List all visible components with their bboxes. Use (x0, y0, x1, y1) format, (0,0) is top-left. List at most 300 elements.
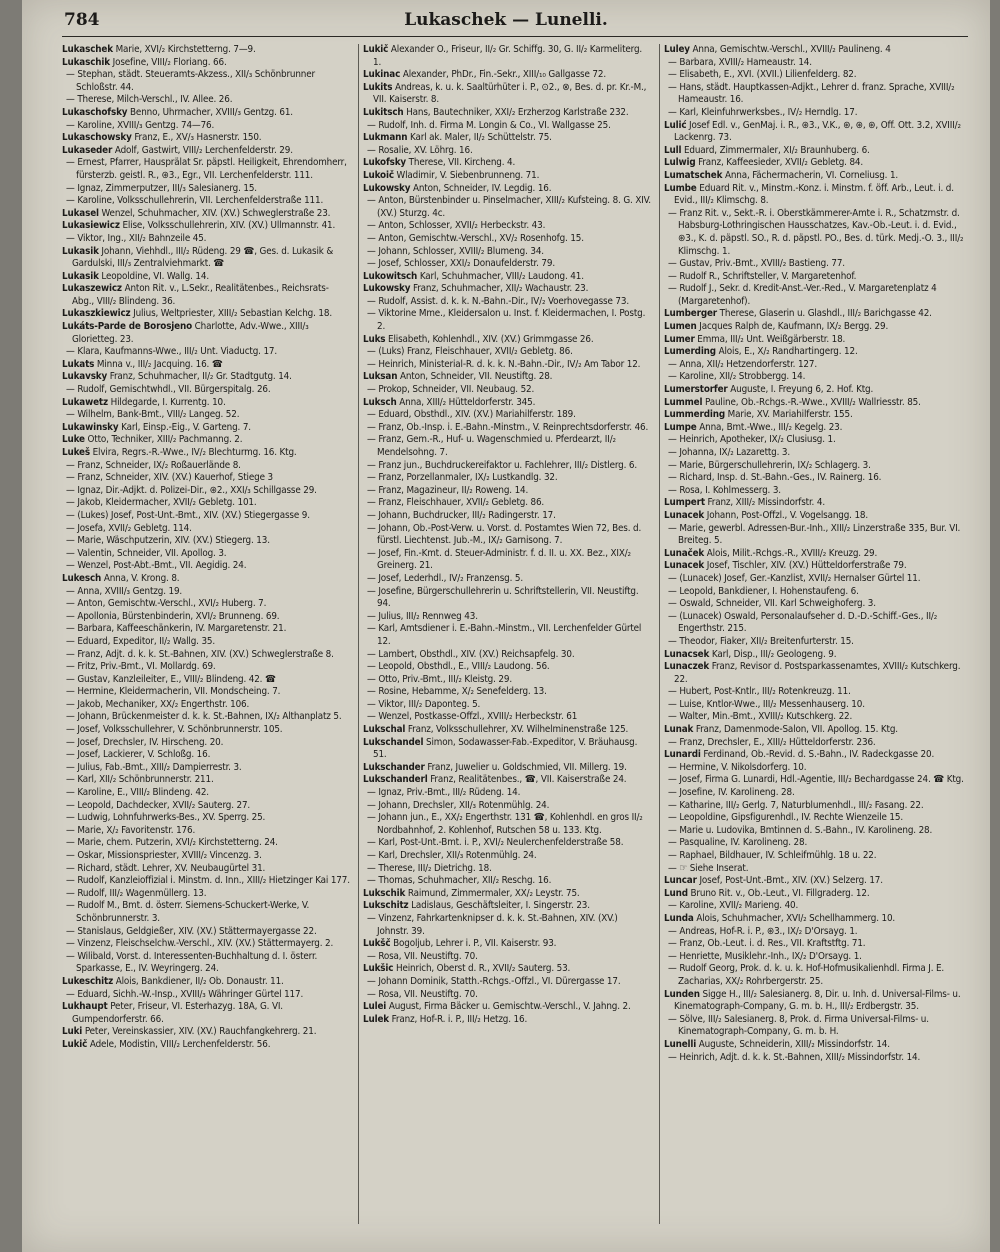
directory-entry (363, 1001, 651, 1014)
directory-entry (62, 724, 350, 737)
entry-details: — Rosa, VII. Neustiftg. 70. (367, 988, 478, 1000)
directory-entry (664, 472, 964, 485)
entry-details: — Johann, Buchdrucker, III/₂ Radingerstr. 17. (367, 509, 556, 521)
directory-entry (62, 434, 350, 447)
entry-details: Hans, Bautechniker, XXI/₂ Erzherzog Karlstraße 232. (403, 106, 629, 118)
directory-entry (363, 989, 651, 1002)
directory-entry (664, 82, 964, 107)
directory-entry (363, 44, 651, 69)
entry-surname: Lukats (62, 358, 95, 370)
entry-details: Wladimir, V. Siebenbrunneng. 71. (393, 169, 540, 181)
directory-entry (664, 787, 964, 800)
entry-surname: Luley (664, 44, 690, 55)
directory-entry (363, 863, 651, 876)
directory-entry (363, 774, 651, 787)
directory-entry (363, 69, 651, 82)
entry-details: Sigge H., III/₂ Salesianerg. 8, Dir. u. Inh. d. Universal-Films- u. Kinematograph-Company, G. m. b. H., III/₂ Erdbergstr. 35. (674, 988, 961, 1013)
entry-surname: Lukasik (62, 245, 99, 257)
directory-entry (664, 384, 964, 397)
directory-entry (363, 170, 651, 183)
directory-entry (664, 283, 964, 308)
entry-details: August, Firma Bäcker u. Gemischtw.-Verschl., V. Jahng. 2. (386, 1001, 631, 1013)
directory-entry (664, 170, 964, 183)
entry-details: Elise, Volksschullehrerin, XIV. (XV.) Ullmannstr. 41. (119, 220, 336, 232)
entry-details: Anton Rit. v., L.Sekr., Realitätenbes., Reichsrats-Abg., VIII/₂ Blindeng. 36. (72, 283, 329, 307)
directory-entry (664, 485, 964, 498)
directory-entry (363, 800, 651, 813)
entry-details: — Josefine, Bürgerschullehrerin u. Schriftstellerin, VII. Neustiftg. 94. (367, 585, 639, 610)
directory-entry (363, 132, 651, 145)
entry-surname: Lummerding (664, 409, 726, 421)
entry-surname: Lumbe (664, 182, 697, 194)
entry-details: Elvira, Regrs.-R.-Wwe., IV/₂ Blechturmg. 16. Ktg. (89, 447, 297, 458)
entry-details: — Eduard, Sichh.-W.-Insp., XVIII/₃ Währinger Gürtel 117. (66, 988, 304, 1000)
directory-entry (62, 686, 350, 699)
directory-entry (664, 321, 964, 334)
entry-details: — Ludwig, Lohnfuhrwerks-Bes., XV. Sperrg. 25. (66, 812, 266, 824)
entry-details: — Raphael, Bildhauer, IV. Schleifmühlg. 18 u. 22. (668, 850, 877, 861)
entry-details: Franz, Realitätenbes., ☎, VII. Kaiserstraße 24. (427, 774, 627, 786)
directory-entry (62, 1026, 350, 1039)
entry-details: — (Lukes) Josef, Post-Unt.-Bmt., XIV. (XV.) Stiegergasse 9. (66, 509, 310, 521)
entry-details: — Josef, Volksschullehrer, V. Schönbrunnerstr. 105. (66, 724, 283, 736)
entry-surname: Lukitsch (363, 106, 404, 118)
directory-entry (664, 863, 964, 876)
directory-entry (62, 57, 350, 70)
directory-entry (62, 120, 350, 133)
directory-entry (664, 145, 964, 158)
entry-details: — Franz, Ob.-Leut. i. d. Res., VII. Kraftstftg. 71. (668, 938, 866, 950)
directory-entry (62, 674, 350, 687)
directory-entry (363, 649, 651, 662)
entry-details: Wenzel, Schuhmacher, XIV. (XV.) Schweglerstraße 23. (98, 207, 331, 219)
entry-surname: Luks (363, 333, 386, 345)
entry-surname: Lukawinsky (62, 421, 119, 433)
entry-details: Peter, Friseur, VI. Esterhazyg. 18A, G. VI. Gumpendorferstr. 66. (72, 1001, 283, 1025)
entry-details: — Rudolf, Inh. d. Firma M. Longin & Co., VI. Wallgasse 25. (367, 119, 611, 131)
directory-entry (363, 510, 651, 523)
entry-surname: Lulić (664, 119, 687, 131)
directory-entry (62, 409, 350, 422)
directory-entry (62, 560, 350, 573)
entry-surname: Lukinac (363, 69, 401, 81)
directory-entry (664, 661, 964, 686)
entry-details: Karl, Einsp.-Eig., V. Garteng. 7. (118, 421, 251, 433)
entry-details: — (Luks) Franz, Fleischhauer, XVII/₂ Gebletg. 86. (367, 346, 573, 358)
entry-surname: Luke (62, 434, 85, 446)
entry-surname: Lukeš (62, 447, 90, 458)
column-divider (659, 44, 660, 1224)
directory-entry (62, 69, 350, 94)
entry-surname: Lukavsky (62, 371, 108, 383)
entry-details: — Andreas, Hof-R. i. P., ⊛3., IX/₂ D'Orsayg. 1. (668, 925, 858, 937)
directory-entry (664, 724, 964, 737)
directory-entry (363, 837, 651, 850)
page-header (22, 10, 990, 38)
directory-entry (363, 434, 651, 459)
directory-entry (363, 888, 651, 901)
entry-details: Josef, Tischler, XIV. (XV.) Hütteldorferstraße 79. (704, 560, 907, 572)
directory-entry (62, 422, 350, 435)
directory-entry (62, 485, 350, 498)
directory-entry (62, 535, 350, 548)
entry-surname: Lukmann (363, 132, 408, 144)
entry-surname: Lukaschofsky (62, 106, 128, 118)
entry-details: — Rosa, I. Kohlmesserg. 3. (668, 484, 781, 496)
directory-entry (62, 548, 350, 561)
entry-details: — Wenzel, Postkasse-Offzl., XVIII/₂ Herbeckstr. 61 (367, 711, 578, 723)
entry-details: — Gustav, Kanzleileiter, E., VIII/₂ Blindeng. 42. ☎ (66, 673, 276, 685)
directory-entry (363, 258, 651, 271)
entry-surname: Lunda (664, 912, 694, 924)
directory-entry (363, 283, 651, 296)
directory-entry (62, 233, 350, 246)
directory-entry (363, 850, 651, 863)
directory-entry (62, 145, 350, 158)
entry-details: — Jakob, Mechaniker, XX/₂ Engerthstr. 106. (66, 698, 250, 710)
entry-surname: Lunacek (664, 509, 705, 521)
directory-entry (363, 787, 651, 800)
entry-details: — Leopold, Dachdecker, XVII/₂ Sauterg. 27. (66, 799, 251, 811)
entry-surname: Lukaszewicz (62, 283, 122, 295)
entry-surname: Lunaczek (664, 661, 710, 673)
entry-surname: Lukschander (363, 761, 425, 773)
entry-details: — Richard, städt. Lehrer, XV. Neubaugürtel 31. (66, 862, 266, 874)
directory-entry (62, 825, 350, 838)
entry-details: — Eduard, Obsthdl., XIV. (XV.) Mariahilferstr. 189. (367, 409, 576, 421)
directory-entry (363, 82, 651, 107)
directory-entry (664, 1014, 964, 1039)
directory-entry (664, 611, 964, 636)
entry-surname: Lukasiewicz (62, 220, 120, 232)
entry-details: Anna, V. Krong. 8. (101, 572, 180, 584)
entry-details: Simon, Sodawasser-Fab.-Expeditor, V. Bräuhausg. 51. (373, 736, 638, 761)
directory-entry (62, 447, 350, 460)
entry-details: — Klara, Kaufmanns-Wwe., III/₂ Unt. Viaductg. 17. (66, 346, 278, 358)
entry-surname: Lumerstorfer (664, 384, 728, 396)
directory-entry (62, 737, 350, 750)
entry-details: — Viktor, Ing., XII/₂ Bahnzeile 45. (66, 232, 207, 244)
entry-details: — Apollonia, Bürstenbinderin, XVI/₂ Brunneng. 69. (66, 610, 280, 622)
entry-details: — Karoline, XII/₂ Strobbergg. 14. (668, 371, 806, 383)
directory-entry (664, 308, 964, 321)
entry-surname: Lukschandel (363, 736, 424, 748)
directory-entry (62, 132, 350, 145)
directory-entry (664, 900, 964, 913)
directory-entry (62, 863, 350, 876)
directory-entry (664, 774, 964, 787)
entry-details: — Leopold, Obsthdl., E., VIII/₂ Laudong. 56. (367, 661, 550, 673)
directory-entry (62, 611, 350, 624)
entry-details: — Josef, Lackierer, V. Schloßg. 16. (66, 749, 211, 761)
directory-entry (363, 334, 651, 347)
entry-details: — Franz, Gem.-R., Huf- u. Wagenschmied u. Pferdearzt, II/₂ Mendelsohng. 7. (367, 434, 616, 458)
entry-details: Karl ak. Maler, II/₂ Schüttelstr. 75. (407, 132, 552, 144)
entry-details: — Franz, Schneider, XIV. (XV.) Kauerhof, Stiege 3 (66, 472, 273, 484)
directory-entry (62, 397, 350, 410)
directory-entry (62, 246, 350, 271)
entry-details: Franz, Hof-R. i. P., III/₂ Hetzg. 16. (389, 1013, 528, 1025)
directory-entry (62, 951, 350, 976)
entry-details: — Rosa, VII. Neustiftg. 70. (367, 950, 478, 962)
entry-details: Anna, XIII/₂ Hütteldorferstr. 345. (396, 396, 536, 408)
entry-details: — Thomas, Schuhmacher, XII/₂ Reschg. 16. (367, 875, 552, 887)
directory-entry (664, 1039, 964, 1052)
directory-entry (62, 926, 350, 939)
entry-surname: Lukowitsch (363, 270, 418, 282)
directory-entry (664, 938, 964, 951)
entry-details: Alois, E., X/₂ Randhartingerg. 12. (715, 346, 858, 358)
entry-surname: Lukič (363, 44, 389, 55)
entry-details: — Josef, Schlosser, XXI/₂ Donaufelderstr. 79. (367, 258, 555, 270)
directory-entry (363, 371, 651, 384)
entry-details: — Leopoldine, Gipsfigurenhdl., IV. Rechte Wienzeile 15. (668, 812, 903, 824)
entry-details: Franz, Kaffeesieder, XVII/₂ Gebletg. 84. (695, 157, 864, 169)
directory-entry (62, 271, 350, 284)
directory-entry (664, 598, 964, 611)
directory-entry (363, 359, 651, 372)
entry-surname: Lukschik (363, 887, 406, 899)
entry-surname: Lukowsky (363, 283, 411, 295)
entry-details: — Johann, Ob.-Post-Verw. u. Vorst. d. Postamtes Wien 72, Bes. d. fürstl. Liechtenst. Jub.-M., IX/₂ Garnisong. 7. (367, 522, 642, 547)
entry-details: — Franz, Fleischhauer, XVII/₂ Gebletg. 86. (367, 497, 545, 509)
entry-details: — Anton, Bürstenbinder u. Pinselmacher, XIII/₂ Kufsteing. 8. G. XIV. (XV.) Sturzg. 4c. (367, 195, 651, 219)
directory-entry (664, 422, 964, 435)
entry-details: Anna, Bmt.-Wwe., III/₂ Kegelg. 23. (696, 421, 843, 433)
entry-details: Auguste, I. Freyung 6, 2. Hof. Ktg. (727, 384, 874, 396)
entry-details: Auguste, Schneiderin, XIII/₂ Missindorfstr. 14. (696, 1038, 890, 1050)
directory-entry (62, 800, 350, 813)
entry-details: — Josef, Lederhdl., IV/₂ Franzensg. 5. (367, 572, 523, 584)
entry-details: — Heinrich, Adjt. d. k. k. St.-Bahnen, XIII/₂ Missindorfstr. 14. (668, 1051, 921, 1063)
entry-details: — Wilibald, Vorst. d. Interessenten-Buchhaltung d. I. österr. Sparkasse, E., IV. Weyringerg. 24. (66, 950, 318, 975)
directory-entry (664, 888, 964, 901)
directory-entry (62, 976, 350, 989)
directory-entry (664, 963, 964, 988)
entry-surname: Lukowsky (363, 182, 411, 194)
directory-entry (664, 1052, 964, 1065)
entry-details: — Julius, Fab.-Bmt., XIII/₂ Dampierrestr. 3. (66, 761, 242, 773)
entry-details: — Valentin, Schneider, VII. Apollog. 3. (66, 547, 227, 559)
entry-details: — Rudolf J., Sekr. d. Kredit-Anst.-Ver.-Red., V. Margaretenplatz 4 (Margaretenhof). (668, 283, 937, 307)
entry-surname: Lukschitz (363, 900, 409, 912)
entry-details: — Oswald, Schneider, VII. Karl Schweighoferg. 3. (668, 598, 876, 610)
entry-details: — Franz, Ob.-Insp. i. E.-Bahn.-Minstm., V. Reinprechtsdorferstr. 46. (367, 421, 649, 433)
entry-details: — Johann, Drechsler, XII/₃ Rotenmühlg. 24. (367, 799, 550, 811)
entry-details: — Josefa, XVII/₂ Gebletg. 114. (66, 522, 192, 534)
entry-details: — Wenzel, Post-Abt.-Bmt., VII. Aegidig. 24. (66, 560, 247, 572)
directory-entry (62, 308, 350, 321)
running-head: Lukaschek — Lunelli. (404, 10, 608, 30)
directory-entry (363, 674, 651, 687)
directory-entry (62, 636, 350, 649)
directory-entry (363, 107, 651, 120)
directory-entry (664, 875, 964, 888)
directory-entry (664, 271, 964, 284)
entry-details: — Franz Rit. v., Sekt.-R. i. Oberstkämmerer-Amte i. R., Schatzmstr. d. Habsburg-Lothringischen Hausschatzes, Kav.-Ob.-Leut. i. d. Evid., ⊛3., K. d. päpstl. SO., R. d. päpstl. PO., Bes. d. türk. Medj.-O. 3., III/₂ Klimschg. 1. (668, 207, 964, 257)
entry-details: Marie, XV. Mariahilferstr. 155. (725, 409, 853, 421)
entry-details: Jacques Ralph de, Kaufmann, IX/₂ Bergg. 29. (696, 321, 889, 333)
directory-entry (664, 649, 964, 662)
entry-details: — Richard, Insp. d. St.-Bahn.-Ges., IV. Rainerg. 16. (668, 472, 882, 484)
entry-details: Emma, III/₂ Unt. Weißgärberstr. 18. (694, 333, 846, 345)
directory-entry (664, 107, 964, 120)
directory-entry (363, 938, 651, 951)
header-rule (62, 36, 968, 37)
entry-details: — Lambert, Obsthdl., XIV. (XV.) Reichsapfelg. 30. (367, 648, 575, 660)
entry-surname: Lukschal (363, 724, 406, 736)
entry-details: Andreas, k. u. k. Saaltürhüter i. P., ⊙2., ⊗, Bes. d. pr. Kr.-M., VII. Kaiserstr. 8. (373, 81, 647, 106)
entry-details: — Franz, Magazineur, II/₂ Roweng. 14. (367, 484, 529, 496)
entry-surname: Lukeschitz (62, 975, 114, 987)
entry-details: — Franz jun., Buchdruckereifaktor u. Fachlehrer, III/₂ Distlerg. 6. (367, 459, 638, 471)
directory-entry (363, 497, 651, 510)
entry-details: — (Lunacek) Oswald, Personalaufseher d. D.-D.-Schiff.-Ges., II/₂ Engerthstr. 215. (668, 610, 938, 635)
entry-surname: Lukawetz (62, 396, 108, 408)
directory-entry (664, 749, 964, 762)
entry-details: — Karl, Post-Unt.-Bmt. i. P., XVI/₂ Neulerchenfelderstraße 58. (367, 837, 624, 849)
entry-details: — Barbara, XVIII/₂ Hameaustr. 14. (668, 56, 812, 68)
entry-details: Karl, Disp., III/₂ Geologeng. 9. (709, 648, 837, 660)
directory-entry (664, 548, 964, 561)
entry-details: — Barbara, Kaffeeschänkerin, IV. Margaretenstr. 21. (66, 623, 287, 635)
directory-entry (363, 1014, 651, 1027)
entry-details: — (Lunacek) Josef, Ger.-Kanzlist, XVII/₂ Hernalser Gürtel 11. (668, 572, 921, 584)
entry-details: — Ignaz, Priv.-Bmt., III/₂ Rüdeng. 14. (367, 787, 521, 799)
entry-details: Anna, Fächermacherin, VI. Corneliusg. 1. (722, 169, 899, 181)
entry-details: — Stanislaus, Geldgießer, XIV. (XV.) Stättermayergasse 22. (66, 925, 317, 937)
directory-entry (62, 875, 350, 888)
entry-details: Josef Edl. v., GenMaj. i. R., ⊛3., V.K., ⊛, ⊛, ⊛, Off. Ott. 3.2, XVIII/₂ Lackenrg. 73. (674, 119, 961, 144)
directory-entry (664, 334, 964, 347)
entry-surname: Lukasel (62, 207, 99, 219)
directory-entry (62, 938, 350, 951)
directory-entry (62, 762, 350, 775)
entry-details: Leopoldine, VI. Wallg. 14. (98, 270, 209, 282)
directory-entry (62, 157, 350, 182)
directory-entry (62, 321, 350, 346)
entry-details: Marie, XVI/₂ Kirchstetterng. 7—9. (112, 44, 256, 55)
directory-entry (62, 989, 350, 1002)
entry-details: — Josef, Firma G. Lunardi, Hdl.-Agentie, III/₂ Bechardgasse 24. ☎ Ktg. (668, 774, 964, 786)
entry-details: — Otto, Priv.-Bmt., III/₂ Kleistg. 29. (367, 673, 512, 685)
directory-entry (62, 44, 350, 57)
entry-details: Charlotte, Adv.-Wwe., XIII/₃ Glorietteg. 23. (72, 321, 309, 345)
entry-details: Johann, Viehhdl., III/₂ Rüdeng. 29 ☎, Ges. d. Lukasik & Gardulski, III/₃ Zentralviehmarkt. ☎ (72, 245, 334, 270)
entry-surname: Lumpe (664, 421, 697, 433)
directory-entry (62, 283, 350, 308)
entry-surname: Lumer (664, 333, 695, 345)
directory-entry (62, 787, 350, 800)
directory-entry (363, 233, 651, 246)
directory-entry (664, 57, 964, 70)
entry-details: — Franz, Porzellanmaler, IX/₂ Lustkandlg. 32. (367, 472, 558, 484)
entry-details: — Anna, XII/₂ Hetzendorferstr. 127. (668, 358, 817, 370)
entry-details: — Prokop, Schneider, VII. Neubaug. 52. (367, 384, 535, 396)
entry-details: Franz, Revisor d. Postsparkassenamtes, XVIII/₂ Kutschkerg. 22. (674, 661, 961, 685)
entry-details: — Henriette, Musiklehr.-Inh., IX/₂ D'Orsayg. 1. (668, 950, 862, 962)
entry-details: Peter, Vereinskassier, XIV. (XV.) Rauchfangkehrerg. 21. (82, 1026, 317, 1038)
entry-surname: Lulwig (664, 157, 696, 169)
directory-entry (363, 523, 651, 548)
entry-details: — Julius, III/₂ Rennweg 43. (367, 610, 478, 622)
entry-details: Adele, Modistin, VIII/₂ Lerchenfelderstr. 56. (87, 1038, 271, 1050)
entry-details: — Therese, III/₂ Dietrichg. 18. (367, 862, 492, 874)
entry-details: — Karoline, Volksschullehrerin, VII. Lerchenfelderstraße 111. (66, 195, 324, 207)
entry-details: — Rudolf, Gemischtwhdl., VII. Bürgerspitalg. 26. (66, 384, 271, 396)
entry-details: Bruno Rit. v., Ob.-Leut., VI. Fillgraderg. 12. (687, 887, 870, 899)
directory-entry (664, 762, 964, 775)
entry-details: Eduard, Zimmermaler, XI/₂ Braunhuberg. 6. (681, 144, 870, 156)
entry-details: — Rudolf M., Bmt. d. österr. Siemens-Schuckert-Werke, V. Schönbrunnerstr. 3. (66, 900, 310, 924)
directory-entry (363, 548, 651, 573)
directory-entry (363, 812, 651, 837)
entry-surname: Lunak (664, 724, 694, 736)
entry-details: — Rudolf, III/₂ Wagenmüllerg. 13. (66, 887, 207, 899)
directory-entry (363, 611, 651, 624)
entry-details: — Johann, Brückenmeister d. k. k. St.-Bahnen, IX/₂ Althanplatz 5. (66, 711, 342, 723)
entry-details: Alois, Bankdiener, II/₂ Ob. Donaustr. 11. (113, 975, 284, 987)
directory-entry (363, 711, 651, 724)
entry-details: — Rudolf, Assist. d. k. k. N.-Bahn.-Dir., IV/₂ Voerhovegasse 73. (367, 295, 629, 307)
entry-details: Anton, Schneider, IV. Legdig. 16. (410, 182, 552, 194)
entry-surname: Lunacsek (664, 648, 710, 660)
entry-details: — Ernest, Pfarrer, Hausprälat Sr. päpstl. Heiligkeit, Ehrendomherr, fürsterzb. geistl. R., ⊛3., Egr., VII. Lerchenfelderstr. 111. (66, 157, 347, 181)
entry-surname: Luksch (363, 396, 397, 408)
directory-entry (363, 737, 651, 762)
entry-details: — Walter, Min.-Bmt., XVIII/₂ Kutschkerg. 22. (668, 711, 853, 723)
entry-details: Franz, Schuhmacher, II/₂ Gr. Stadtgutg. 14. (107, 371, 292, 383)
directory-entry (363, 346, 651, 359)
entry-details: — Rudolf Georg, Prok. d. k. u. k. Hof-Hofmusikalienhdl. Firma J. E. Zacharias, XX/₂ Rohrbergerstr. 25. (668, 963, 945, 987)
entry-surname: Lunacek (664, 560, 705, 572)
directory-entry (363, 875, 651, 888)
entry-details: — Marie, X/₂ Favoritenstr. 176. (66, 824, 196, 836)
entry-details: — Hermine, V. Nikolsdorferg. 10. (668, 761, 807, 773)
entry-details: — Rudolf R., Schriftsteller, V. Margaretenhof. (668, 270, 857, 282)
directory-entry (664, 699, 964, 712)
entry-surname: Lumpert (664, 497, 705, 509)
entry-details: — Hubert, Post-Kntlr., III/₂ Rotenkreuzg. 11. (668, 686, 851, 698)
entry-details: — Wilhelm, Bank-Bmt., VIII/₂ Langeg. 52. (66, 409, 240, 421)
entry-surname: Lunaček (664, 547, 705, 559)
entry-details: Eduard Rit. v., Minstm.-Konz. i. Minstm. f. öff. Arb., Leut. i. d. Evid., III/₂ Klimschg. 8. (674, 182, 954, 207)
entry-details: Pauline, Ob.-Rchgs.-R.-Wwe., XVIII/₂ Wallriesstr. 85. (702, 396, 921, 408)
entry-details: Alexander O., Friseur, II/₂ Gr. Schiffg. 30, G. II/₂ Karmeliterg. 1. (373, 44, 643, 68)
entry-details: Franz, Juwelier u. Goldschmied, VII. Millerg. 19. (424, 761, 627, 773)
directory-entry (363, 246, 651, 259)
directory-entry (363, 472, 651, 485)
directory-entry (664, 258, 964, 271)
entry-details: — ☞ Siehe Inserat. (668, 862, 749, 874)
entry-details: — Heinrich, Ministerial-R. d. k. k. N.-Bahn.-Dir., IV/₂ Am Tabor 12. (367, 358, 641, 370)
entry-details: Josef, Post-Unt.-Bmt., XIV. (XV.) Selzerg. 17. (696, 875, 883, 887)
entry-details: — Anton, Schlosser, XVII/₂ Herbeckstr. 43. (367, 220, 546, 232)
directory-entry (62, 661, 350, 674)
directory-entry (62, 900, 350, 925)
entry-details: Ferdinand, Ob.-Revid. d. S.-Bahn., IV. Radeckgasse 20. (700, 749, 935, 761)
directory-entry (62, 711, 350, 724)
entry-details: — Fritz, Priv.-Bmt., VI. Mollardg. 69. (66, 661, 216, 673)
directory-entry (363, 296, 651, 309)
entry-details: Hildegarde, I. Kurrentg. 10. (107, 396, 226, 408)
entry-details: — Franz, Adjt. d. k. k. St.-Bahnen, XIV. (XV.) Schweglerstraße 8. (66, 648, 334, 660)
entry-details: Johann, Post-Offzl., V. Vogelsangg. 18. (704, 509, 869, 521)
entry-details: Franz, Damenmode-Salon, VII. Apollog. 15. Ktg. (693, 724, 898, 736)
column-right (664, 44, 964, 1234)
directory-entry (363, 699, 651, 712)
entry-details: — Hans, städt. Hauptkassen-Adjkt., Lehrer d. franz. Sprache, XVIII/₂ Hameaustr. 16. (668, 81, 955, 106)
